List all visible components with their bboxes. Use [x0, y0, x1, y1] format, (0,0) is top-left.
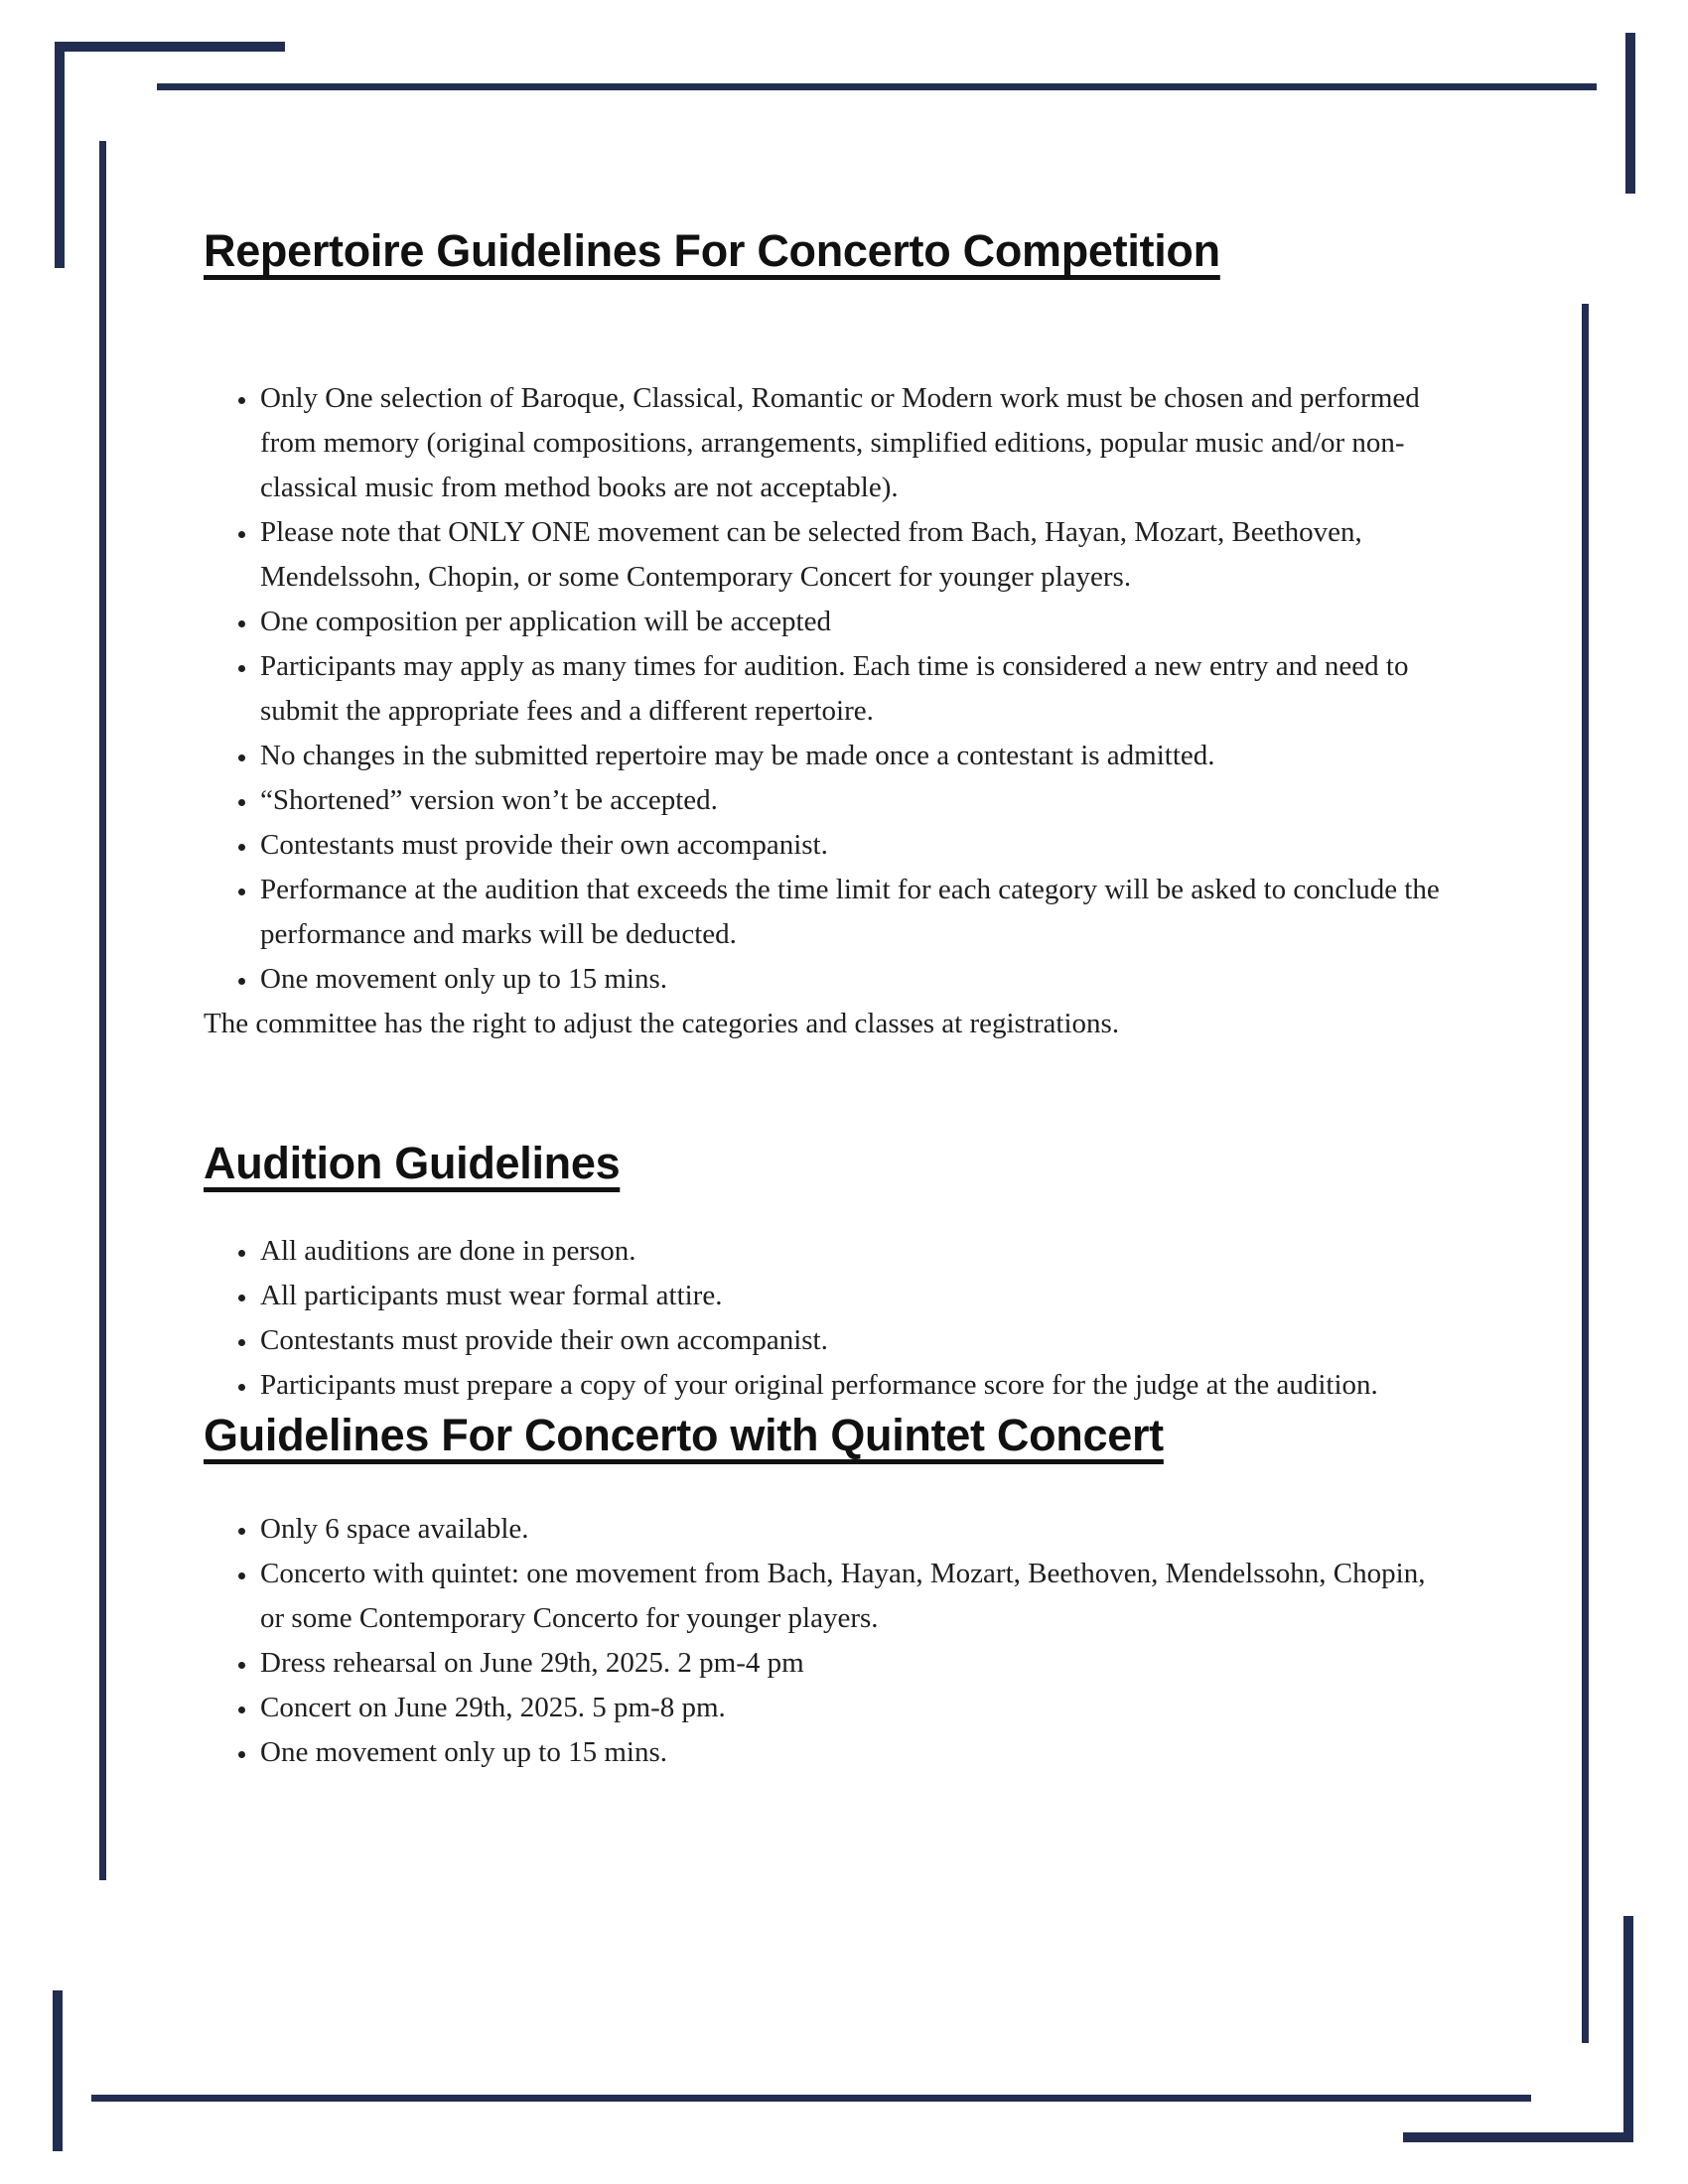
- frame-top-right-segment: [1625, 33, 1635, 194]
- list-item: • All auditions are done in person.: [258, 1229, 1450, 1274]
- frame-left-rule: [99, 141, 106, 1880]
- frame-top-left-bracket-horizontal: [55, 42, 285, 52]
- frame-top-left-bracket-vertical: [55, 42, 65, 268]
- audition-bullet-list: [204, 1229, 1450, 1408]
- quintet-bullet-list: [204, 1507, 1450, 1775]
- list-item: • Dress rehearsal on June 29th, 2025. 2 pm-4 pm: [258, 1641, 1450, 1686]
- list-item: • Participants must prepare a copy of your original performance score for the judge at the audition.: [258, 1363, 1450, 1408]
- list-item: • Performance at the audition that exceeds the time limit for each category will be asked to conclude the performance and marks will be deducted.: [258, 868, 1450, 957]
- section-heading-audition: Audition Guidelines: [204, 1138, 621, 1188]
- frame-bottom-right-bracket-horizontal: [1403, 2132, 1633, 2142]
- frame-top-rule: [157, 83, 1597, 90]
- list-item: • All participants must wear formal attire.: [258, 1274, 1450, 1318]
- list-item: • One movement only up to 15 mins.: [258, 1730, 1450, 1775]
- list-item: • Please note that ONLY ONE movement can be selected from Bach, Hayan, Mozart, Beethoven, Mendelssohn, Chopin, or some Contemporary Concert for younger players.: [258, 510, 1450, 600]
- repertoire-bullet-list: [204, 376, 1450, 1002]
- list-item: • “Shortened” version won’t be accepted.: [258, 778, 1450, 823]
- list-item: • Participants may apply as many times for audition. Each time is considered a new entry and need to submit the appropriate fees and a different repertoire.: [258, 644, 1450, 734]
- frame-bottom-left-segment: [53, 1990, 63, 2151]
- section-heading-quintet: Guidelines For Concerto with Quintet Concert: [204, 1410, 1164, 1460]
- frame-right-rule: [1582, 304, 1589, 2043]
- list-item: • One composition per application will be accepted: [258, 600, 1450, 644]
- list-item: • No changes in the submitted repertoire may be made once a contestant is admitted.: [258, 734, 1450, 778]
- list-item: • Concerto with quintet: one movement from Bach, Hayan, Mozart, Beethoven, Mendelssohn, Chopin, or some Contemporary Concerto for younger players.: [258, 1552, 1450, 1641]
- list-item: • Contestants must provide their own accompanist.: [258, 823, 1450, 868]
- list-item: • Concert on June 29th, 2025. 5 pm-8 pm.: [258, 1686, 1450, 1730]
- frame-bottom-right-bracket-vertical: [1623, 1916, 1633, 2142]
- frame-bottom-rule: [91, 2095, 1531, 2102]
- list-item: • One movement only up to 15 mins.: [258, 957, 1450, 1002]
- list-item: • Only One selection of Baroque, Classical, Romantic or Modern work must be chosen and performed from memory (original compositions, arrangements, simplified editions, popular music and/or non-classical music from method books are not acceptable).: [258, 376, 1450, 510]
- list-item: • Contestants must provide their own accompanist.: [258, 1318, 1450, 1363]
- section-heading-repertoire: Repertoire Guidelines For Concerto Competition: [204, 225, 1220, 276]
- committee-note: The committee has the right to adjust the categories and classes at registrations.: [204, 1008, 1120, 1039]
- list-item: • Only 6 space available.: [258, 1507, 1450, 1552]
- document-content: [204, 223, 1450, 1775]
